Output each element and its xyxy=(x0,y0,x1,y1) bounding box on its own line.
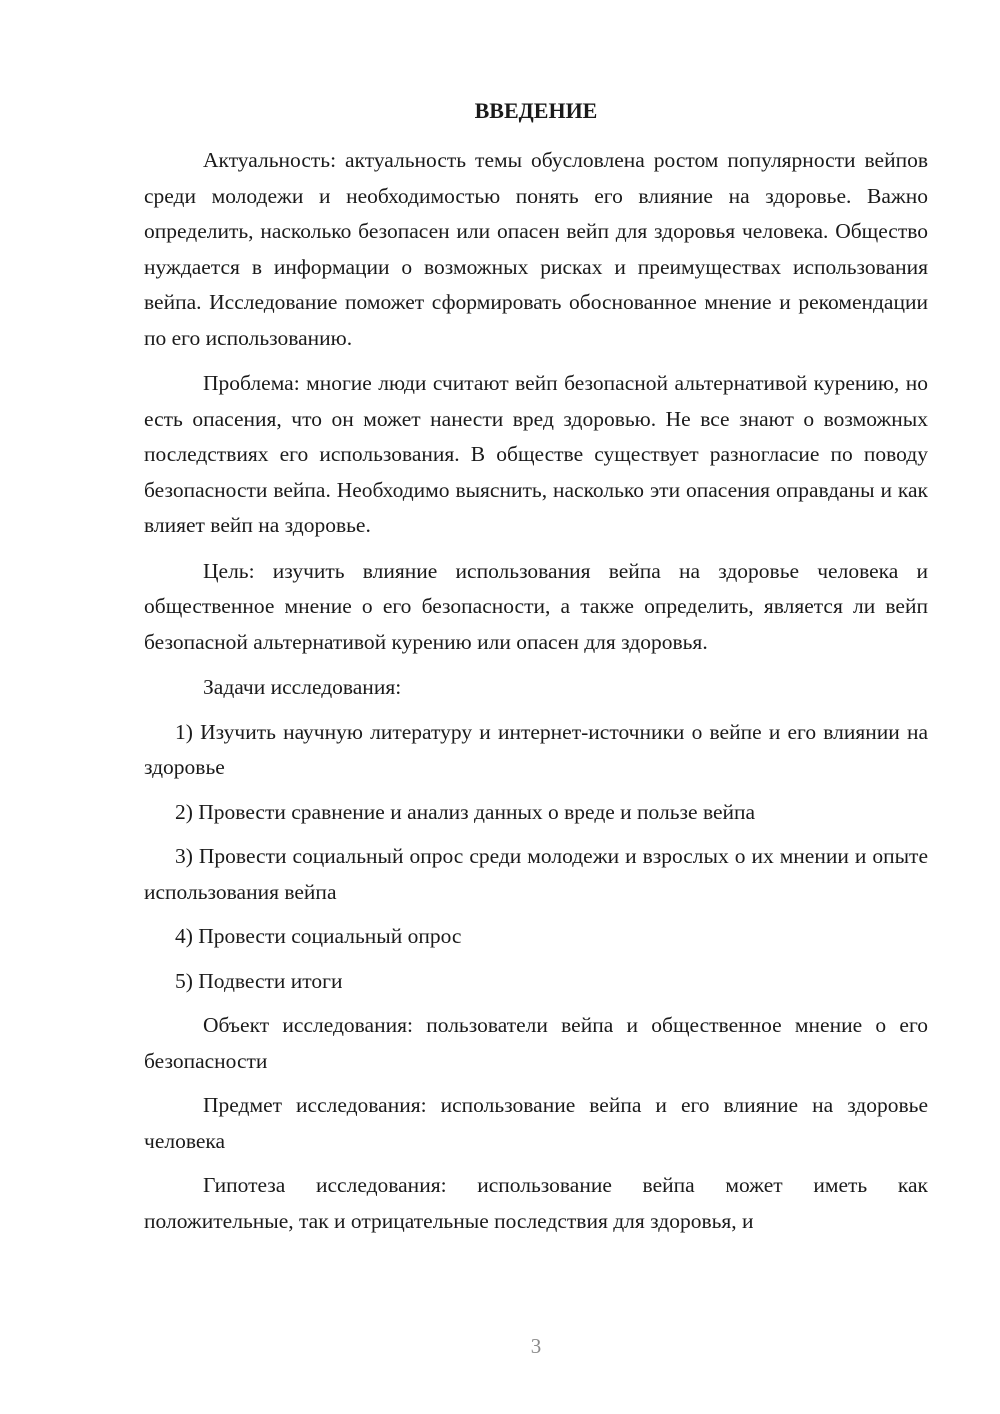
paragraph-hypothesis: Гипотеза исследования: использование вейпа может иметь как положительные, так и отрицательные последствия для здоровья, и xyxy=(144,1173,928,1233)
paragraph-problem: Проблема: многие люди считают вейп безопасной альтернативой курению, но есть опасения, что он может нанести вред здоровью. Не все знают о возможных последствиях его использования. В обществе существует разногласие по поводу безопасности вейпа. Необходимо выяснить, насколько эти опасения оправданы и как влияет вейп на здоровье. xyxy=(144,371,928,537)
task-item-4: 4) Провести социальный опрос xyxy=(175,924,462,948)
task-item-2: 2) Провести сравнение и анализ данных о вреде и пользе вейпа xyxy=(175,799,756,824)
task-item-3: 3) Провести социальный опрос среди молодежи и взрослых о их мнении и опыте использования вейпа xyxy=(144,844,928,904)
section-heading: ВВЕДЕНИЕ xyxy=(474,98,598,123)
paragraph-tasks-heading: Задачи исследования: xyxy=(203,675,402,699)
task-item-5: 5) Подвести итоги xyxy=(175,968,343,993)
paragraph-goal: Цель: изучить влияние использования вейпа на здоровье человека и общественное мнение о его безопасности, а также определить, является ли вейп безопасной альтернативой курению или опасен для здоровья. xyxy=(144,558,928,654)
page-number: 3 xyxy=(530,1334,542,1358)
body-text xyxy=(144,143,928,1239)
paragraph-subject: Предмет исследования: использование вейпа и его влияние на здоровье человека xyxy=(144,1093,928,1153)
task-item-1: 1) Изучить научную литературу и интернет-источники о вейпе и его влиянии на здоровье xyxy=(144,719,928,779)
paragraph-object: Объект исследования: пользователи вейпа и общественное мнение о его безопасности xyxy=(144,1013,928,1073)
paragraph-relevance: Актуальность: актуальность темы обусловлена ростом популярности вейпов среди молодежи и необходимостью понять его влияние на здоровье. Важно определить, насколько безопасен или опасен вейп для здоровья человека. Общество нуждается в информации о возможных рисках и преимуществах использования вейпа. Исследование поможет сформировать обоснованное мнение и рекомендации по его использованию. xyxy=(144,148,928,350)
